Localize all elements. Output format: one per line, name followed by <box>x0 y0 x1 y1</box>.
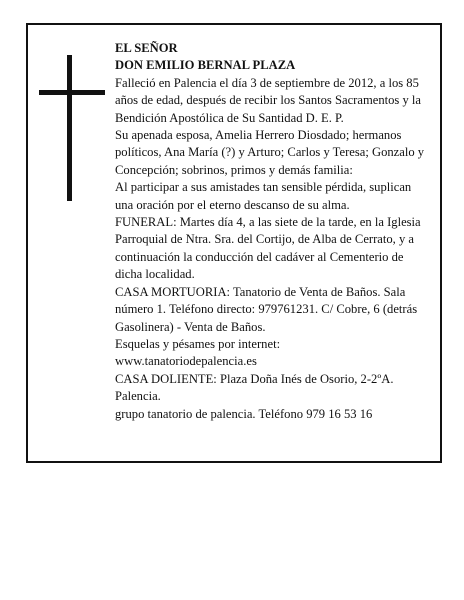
condolences-label: Esquelas y pésames por internet: <box>115 336 281 351</box>
cross-horizontal-bar <box>39 90 105 95</box>
funeral-details: FUNERAL: Martes día 4, a las siete de la tarde, en la Iglesia Parroquial de Ntra. Sra. del Cortijo, de Alba de Cerrato, y a continuación la conducción del cadáver al Cementerio de dicha localidad. <box>115 215 421 282</box>
obituary-text <box>115 40 431 423</box>
obituary-heading: EL SEÑOR <box>115 41 178 55</box>
family-list: Su apenada esposa, Amelia Herrero Diosdado; hermanos políticos, Ana María (?) y Arturo; Carlos y Teresa; Gonzalo y Concepción; sobrinos, primos y demás familia: <box>115 128 425 177</box>
deceased-name: DON EMILIO BERNAL PLAZA <box>115 58 296 73</box>
obituary-notice <box>26 23 442 463</box>
family-residence: CASA DOLIENTE: Plaza Doña Inés de Osorio, 2-2ºA. Palencia. <box>115 371 394 404</box>
funeral-group-contact: grupo tanatorio de palencia. Teléfono 979 16 53 16 <box>115 406 373 421</box>
condolences-website: www.tanatoriodepalencia.es <box>115 354 257 369</box>
cross-vertical-bar <box>67 55 72 201</box>
prayer-request: Al participar a sus amistades tan sensible pérdida, suplican una oración por el eterno descanso de su alma. <box>115 180 412 212</box>
cross-icon <box>39 55 105 201</box>
death-announcement: Falleció en Palencia el día 3 de septiembre de 2012, a los 85 años de edad, después de recibir los Santos Sacramentos y la Bendición Apostólica de Su Santidad D. E. P. <box>115 75 422 125</box>
funeral-home-details: CASA MORTUORIA: Tanatorio de Venta de Baños. Sala número 1. Teléfono directo: 979761231. C/ Cobre, 6 (detrás Gasolinera) - Venta de Baños. <box>115 284 418 334</box>
